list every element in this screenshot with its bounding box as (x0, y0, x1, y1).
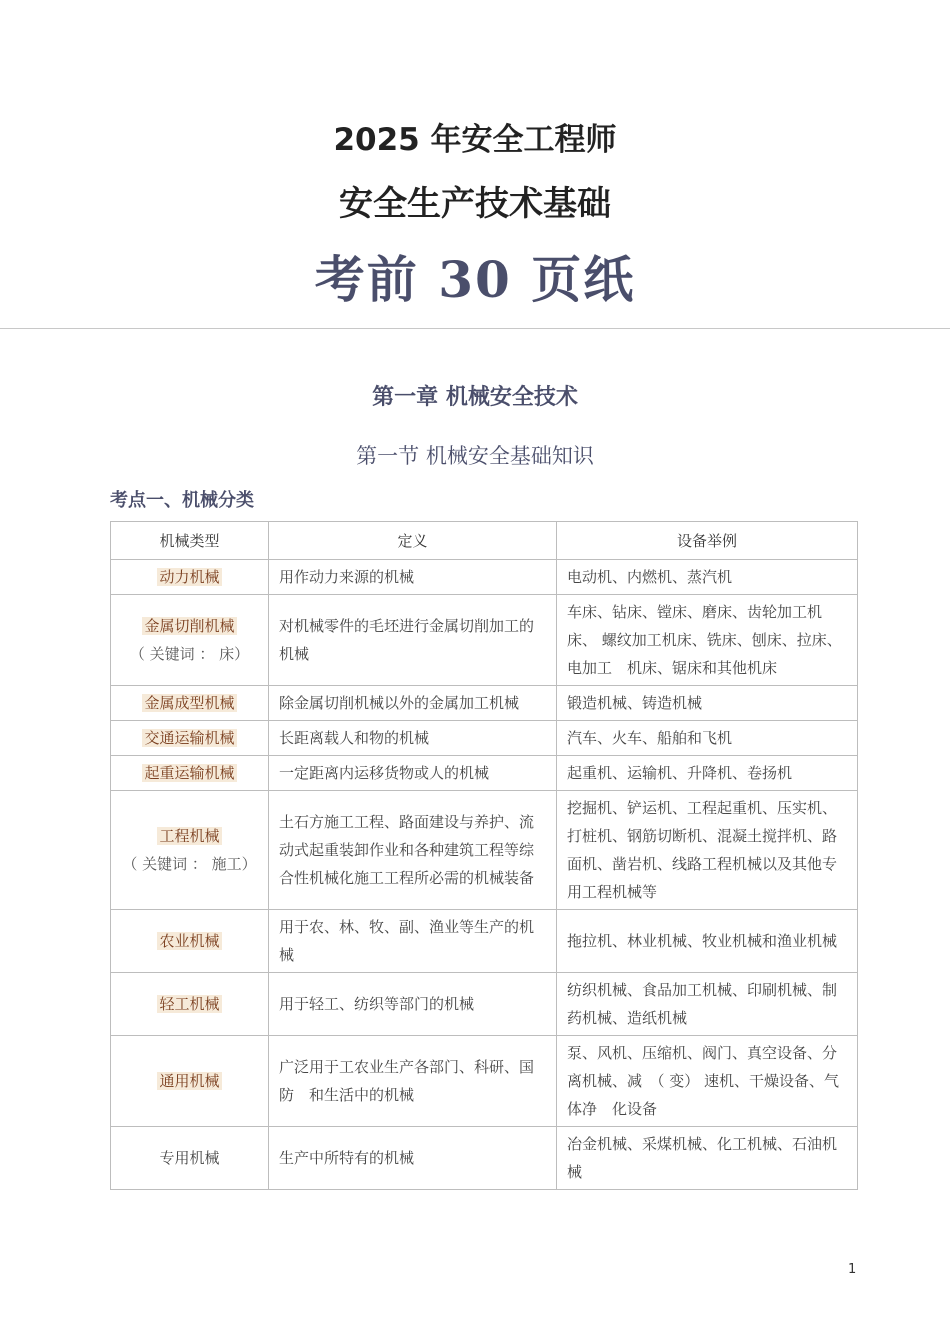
machine-type-label: 金属成型机械 (144, 694, 235, 712)
kaodian-title: 考点一、机械分类 (110, 490, 254, 511)
cell-definition: 广泛用于工农业生产各部门、科研、国防 和生活中的机械 (269, 1036, 557, 1127)
cell-examples: 拖拉机、林业机械、牧业机械和渔业机械 (557, 910, 858, 973)
cell-examples: 汽车、火车、船舶和飞机 (557, 721, 858, 756)
cell-definition: 生产中所特有的机械 (269, 1127, 557, 1190)
cell-machine-type (111, 756, 269, 791)
table-body (111, 560, 858, 1190)
header-divider (0, 328, 950, 329)
cell-machine-type (111, 973, 269, 1036)
cell-definition: 土石方施工工程、路面建设与养护、流动式起重装卸作业和各种建筑工程等综合性机械化施工工程所必需的机械装备 (269, 791, 557, 910)
page-number: 1 (848, 1262, 857, 1277)
cell-examples: 起重机、运输机、升降机、卷扬机 (557, 756, 858, 791)
machine-type-label: 动力机械 (159, 568, 220, 586)
table-header-row (111, 522, 858, 560)
title-line-1: 2025 年安全工程师 (333, 122, 617, 158)
cell-machine-type (111, 791, 269, 910)
table-row (111, 973, 858, 1036)
machine-type-label: 轻工机械 (159, 995, 220, 1013)
cell-machine-type (111, 721, 269, 756)
cell-definition: 用于轻工、纺织等部门的机械 (269, 973, 557, 1036)
cell-definition: 用于农、林、牧、副、渔业等生产的机械 (269, 910, 557, 973)
machine-type-label: 工程机械 (159, 827, 220, 845)
cell-definition: 一定距离内运移货物或人的机械 (269, 756, 557, 791)
machine-type-keyword: （ 关键词 ： 施工） (122, 855, 257, 873)
table-row (111, 1127, 858, 1190)
cell-definition: 对机械零件的毛坯进行金属切削加工的机械 (269, 595, 557, 686)
cell-examples: 冶金机械、采煤机械、化工机械、石油机械 (557, 1127, 858, 1190)
header-type: 机械类型 (111, 522, 269, 560)
title-line-3: 考前 30 页纸 (314, 250, 636, 309)
table-row (111, 1036, 858, 1127)
cell-machine-type (111, 595, 269, 686)
header-examples: 设备举例 (557, 522, 858, 560)
cell-examples: 泵、风机、压缩机、阀门、真空设备、分 离机械、减 （ 变） 速机、干燥设备、气体净 化设备 (557, 1036, 858, 1127)
table-row (111, 560, 858, 595)
cell-examples: 挖掘机、铲运机、工程起重机、压实机、 打桩机、钢筋切断机、混凝土搅拌机、路面机、凿岩机、线路工程机械以及其他专用工程机械等 (557, 791, 858, 910)
cell-machine-type (111, 1127, 269, 1190)
cell-definition: 长距离载人和物的机械 (269, 721, 557, 756)
cell-examples: 电动机、内燃机、蒸汽机 (557, 560, 858, 595)
chapter-title: 第一章 机械安全技术 (372, 384, 578, 410)
machine-type-label: 起重运输机械 (144, 764, 235, 782)
cell-machine-type (111, 686, 269, 721)
title-line-2: 安全生产技术基础 (339, 184, 611, 224)
table-row (111, 686, 858, 721)
machine-classification-table (110, 521, 858, 1190)
cell-machine-type (111, 1036, 269, 1127)
table-row (111, 595, 858, 686)
machine-type-label: 金属切削机械 (144, 617, 235, 635)
cell-examples: 纺织机械、食品加工机械、印刷机械、制 药机械、造纸机械 (557, 973, 858, 1036)
cell-machine-type (111, 910, 269, 973)
machine-type-label: 专用机械 (159, 1149, 220, 1167)
machine-type-label: 农业机械 (159, 932, 220, 950)
cell-definition: 除金属切削机械以外的金属加工机械 (269, 686, 557, 721)
cell-machine-type (111, 560, 269, 595)
machine-type-label: 交通运输机械 (144, 729, 235, 747)
table-row (111, 721, 858, 756)
cell-examples: 锻造机械、铸造机械 (557, 686, 858, 721)
header-definition: 定义 (269, 522, 557, 560)
machine-type-label: 通用机械 (159, 1072, 220, 1090)
cell-examples: 车床、钻床、镗床、磨床、齿轮加工机床、 螺纹加工机床、铣床、刨床、拉床、电加工 机床、锯床和其他机床 (557, 595, 858, 686)
machine-type-keyword: （ 关键词 ： 床） (129, 645, 250, 663)
table-row (111, 910, 858, 973)
table-row (111, 791, 858, 910)
table-row (111, 756, 858, 791)
cell-definition: 用作动力来源的机械 (269, 560, 557, 595)
section-title: 第一节 机械安全基础知识 (356, 444, 594, 468)
